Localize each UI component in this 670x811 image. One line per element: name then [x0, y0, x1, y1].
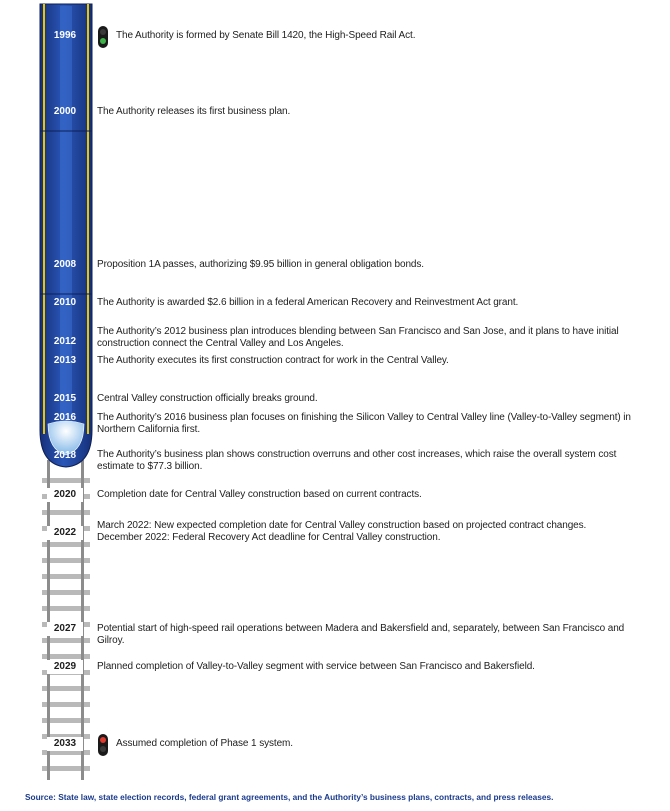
year-label: 2016 — [53, 412, 77, 423]
timeline-event: Planned completion of Valley-to-Valley segment with service between San Francisco and Bakersfield. — [97, 661, 535, 672]
timeline-event: Potential start of high-speed rail operations between Madera and Bakersfield and, separately, between San Francisco and Gilroy. — [97, 623, 625, 646]
train-car-joint — [40, 293, 92, 295]
timeline-event — [97, 520, 647, 543]
year-label: 2013 — [53, 355, 77, 366]
year-label: 2020 — [47, 488, 83, 502]
year-label: 2033 — [47, 737, 83, 751]
train-stripe-left — [43, 4, 45, 434]
timeline-event — [97, 326, 647, 349]
train-stripe-right — [87, 4, 89, 434]
timeline-event: The Authority is formed by Senate Bill 1420, the High-Speed Rail Act. — [116, 30, 416, 41]
timeline-event: The Authority releases its first business plan. — [97, 106, 291, 117]
year-label: 2027 — [47, 622, 83, 636]
year-label: 2015 — [53, 393, 77, 404]
green-signal-icon — [97, 26, 109, 48]
year-label: 2008 — [53, 259, 77, 270]
timeline-event — [97, 449, 647, 472]
timeline-event-line: construction connect the Central Valley and Los Angeles. — [97, 337, 344, 349]
red-signal-icon — [97, 734, 109, 756]
year-label: 1996 — [53, 30, 77, 41]
timeline-event: Completion date for Central Valley construction based on current contracts. — [97, 489, 422, 500]
timeline-event — [97, 412, 647, 435]
timeline-event: Central Valley construction officially breaks ground. — [97, 393, 318, 404]
timeline-event-line: March 2022: New expected completion date for Central Valley construction based on projected contract changes. — [97, 520, 587, 531]
timeline-event-line: The Authority’s business plan shows construction overruns and other cost increases, which raise the overall system cost — [97, 449, 617, 460]
timeline-event-line: December 2022: Federal Recovery Act deadline for Central Valley construction. — [97, 531, 441, 543]
year-label: 2022 — [47, 526, 83, 540]
year-label: 2010 — [53, 297, 77, 308]
timeline-event-line: Northern California first. — [97, 423, 200, 435]
railroad-rails — [47, 460, 84, 780]
train-car-joint — [40, 130, 92, 132]
timeline-event: The Authority executes its first construction contract for work in the Central Valley. — [97, 355, 449, 366]
timeline-event: The Authority is awarded $2.6 billion in a federal American Recovery and Reinvestment Act grant. — [97, 297, 519, 308]
timeline-event: Proposition 1A passes, authorizing $9.95 billion in general obligation bonds. — [97, 259, 424, 270]
year-label: 2012 — [53, 336, 77, 347]
year-label: 2000 — [53, 106, 77, 117]
timeline-event-line: The Authority’s 2012 business plan introduces blending between San Francisco and San Jose, and it plans to have initial — [97, 326, 619, 337]
timeline-event: Assumed completion of Phase 1 system. — [116, 738, 293, 749]
year-label: 2029 — [47, 660, 83, 674]
timeline-event-line: estimate to $77.3 billion. — [97, 460, 203, 472]
year-label: 2018 — [53, 450, 77, 461]
timeline-event-line: The Authority’s 2016 business plan focuses on finishing the Silicon Valley to Central Valley line (Valley-to-Valley segment) in — [97, 412, 631, 423]
source-note: Source: State law, state election records, federal grant agreements, and the Authority’s business plans, contracts, and press releases. — [25, 792, 554, 802]
